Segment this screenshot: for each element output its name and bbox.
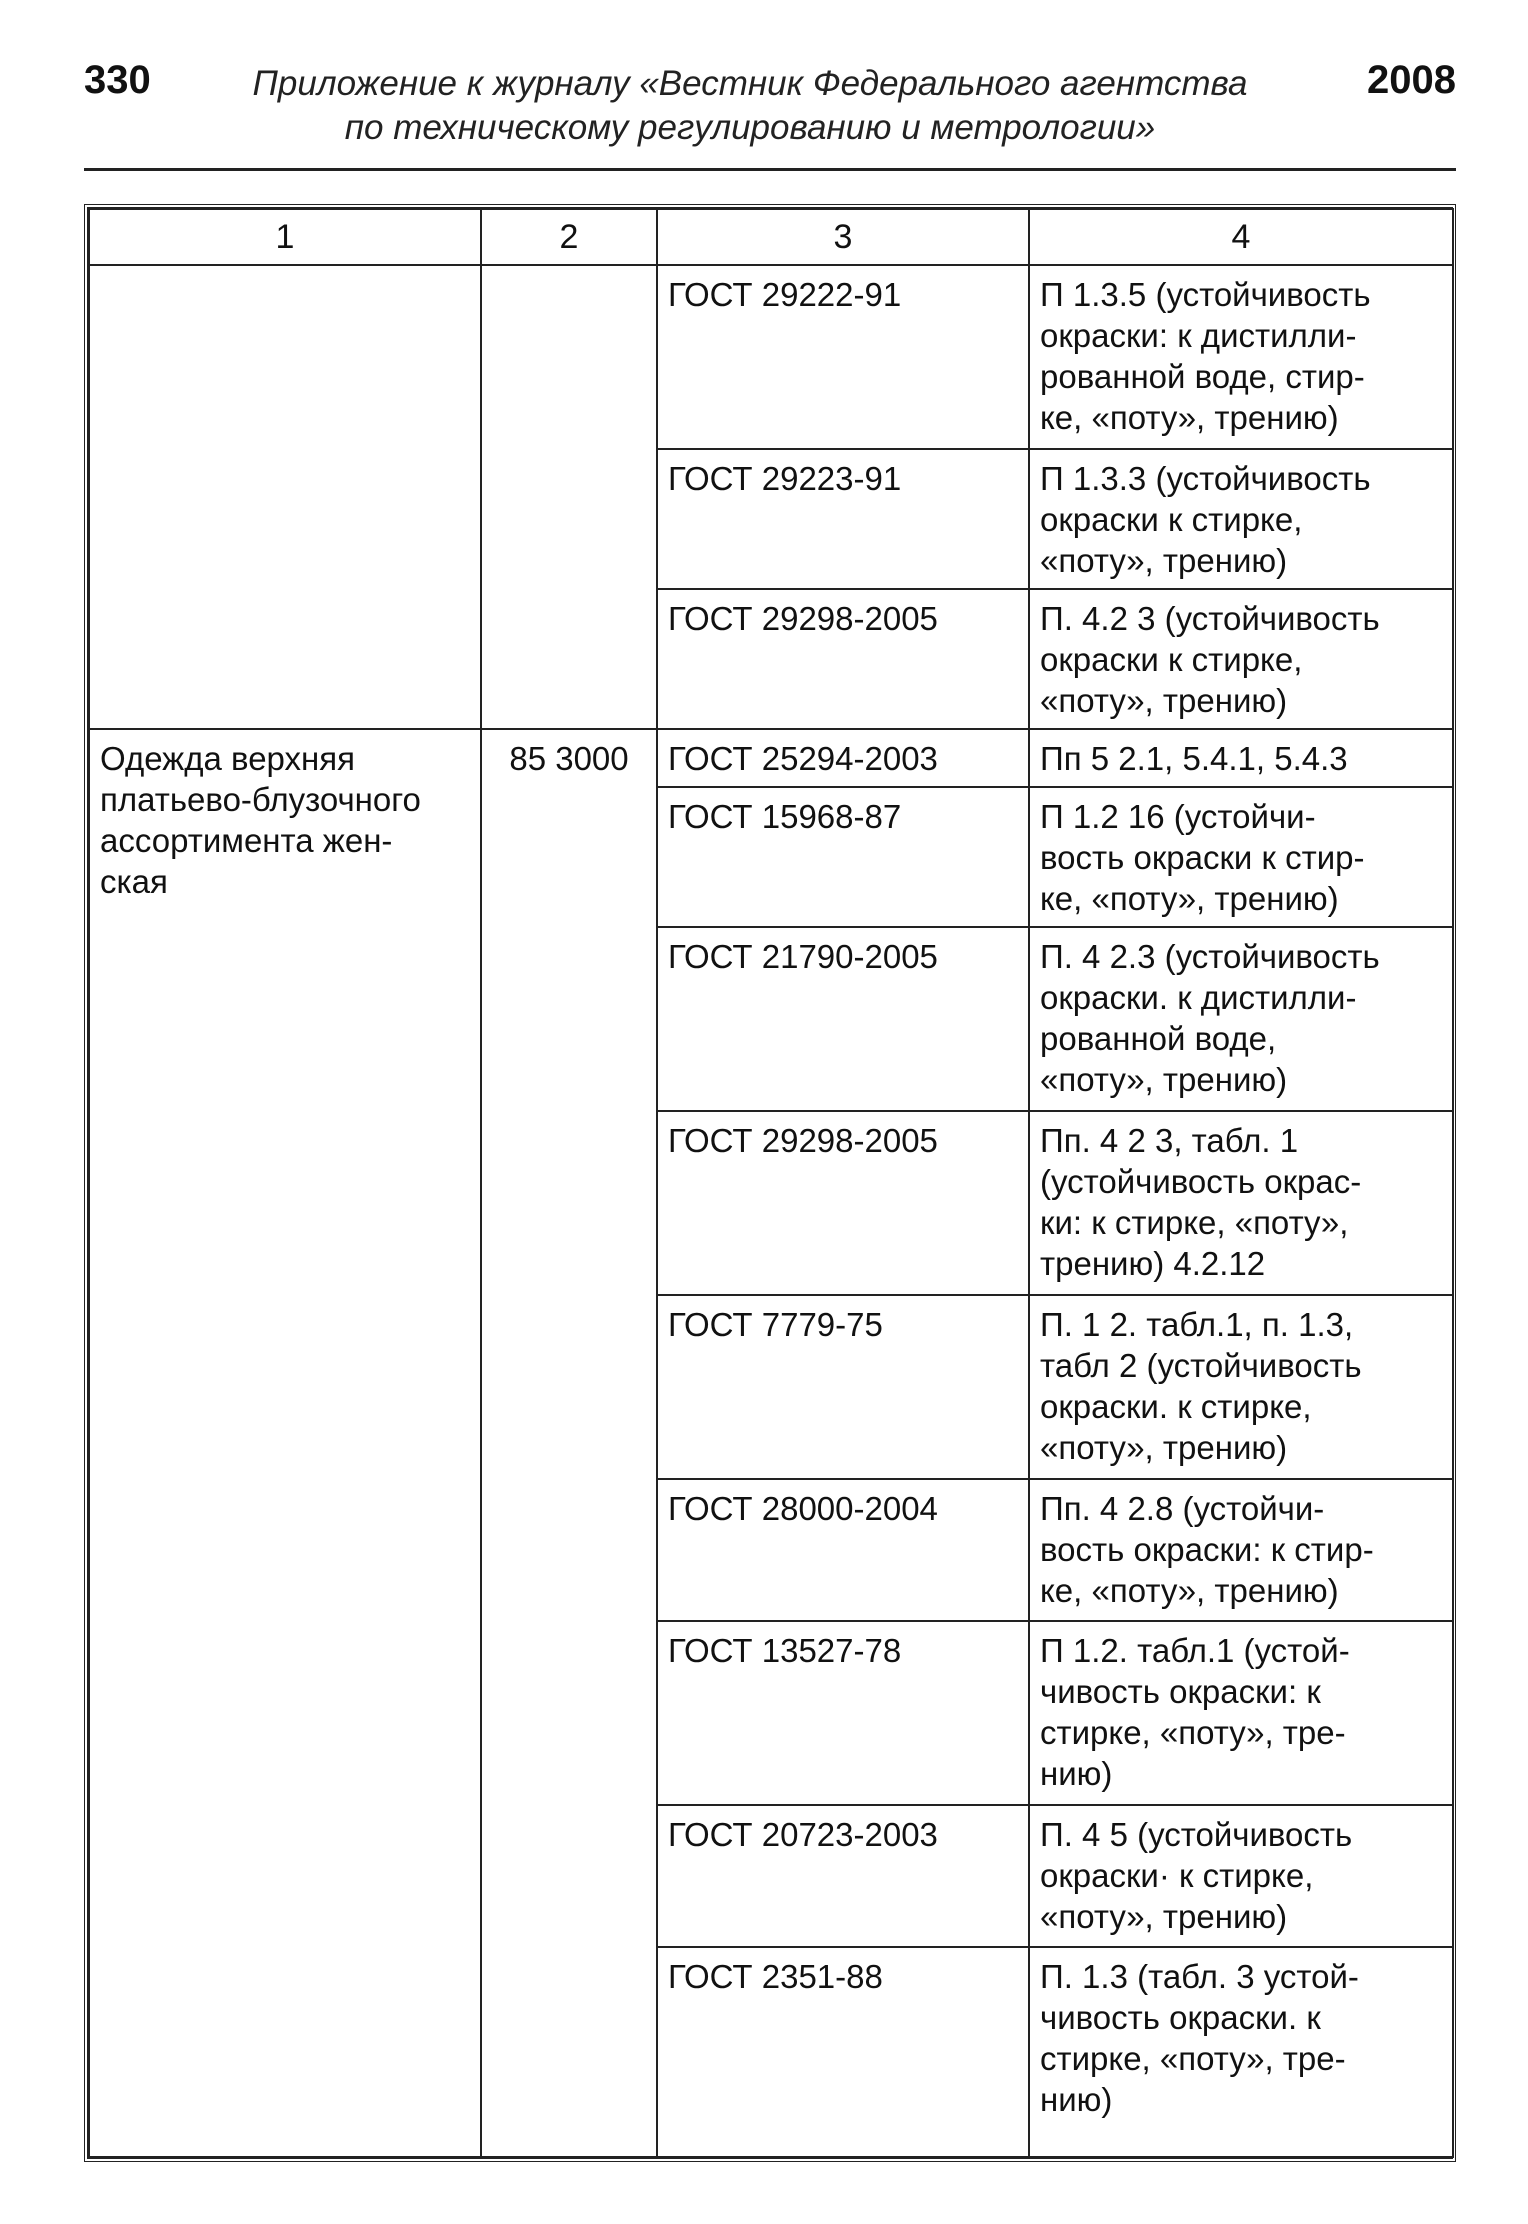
standard-cell: ГОСТ 25294-2003 xyxy=(657,729,1029,787)
journal-title xyxy=(194,62,1306,150)
product-cell: Одежда верхняя платьево-блузочного ассортимента жен- ская xyxy=(89,729,481,2157)
column-header: 2 xyxy=(481,209,657,265)
column-header: 3 xyxy=(657,209,1029,265)
column-header: 4 xyxy=(1029,209,1453,265)
clause-cell: П. 4.2 3 (устойчивость окраски к стирке, «поту», трению) xyxy=(1029,589,1453,729)
clause-cell: П 1.3.5 (устойчивость окраски: к дистилли- рованной воде, стир- ке, «поту», трению) xyxy=(1029,265,1453,449)
standard-cell: ГОСТ 13527-78 xyxy=(657,1621,1029,1805)
column-header: 1 xyxy=(89,209,481,265)
clause-cell: Пп 5 2.1, 5.4.1, 5.4.3 xyxy=(1029,729,1453,787)
code-cell xyxy=(481,265,657,729)
table-row xyxy=(89,265,1453,449)
standard-cell: ГОСТ 7779-75 xyxy=(657,1295,1029,1479)
year: 2008 xyxy=(1367,58,1456,102)
clause-cell: П 1.3.3 (устойчивость окраски к стирке, «поту», трению) xyxy=(1029,449,1453,589)
clause-cell: П. 4 5 (устойчивость окраски· к стирке, «поту», трению) xyxy=(1029,1805,1453,1947)
product-cell xyxy=(89,265,481,729)
standard-cell: ГОСТ 29298-2005 xyxy=(657,589,1029,729)
standard-cell: ГОСТ 29298-2005 xyxy=(657,1111,1029,1295)
journal-title-line1: Приложение к журналу «Вестник Федерального агентства xyxy=(252,64,1248,103)
page-number: 330 xyxy=(84,58,151,102)
standard-cell: ГОСТ 29222-91 xyxy=(657,265,1029,449)
clause-cell: Пп. 4 2 3, табл. 1 (устойчивость окрас- ки: к стирке, «поту», трению) 4.2.12 xyxy=(1029,1111,1453,1295)
standard-cell: ГОСТ 20723-2003 xyxy=(657,1805,1029,1947)
code-cell: 85 3000 xyxy=(481,729,657,2157)
clause-cell: П 1.2 16 (устойчи- вость окраски к стир- ке, «поту», трению) xyxy=(1029,787,1453,927)
clause-cell: П. 1 2. табл.1, п. 1.3, табл 2 (устойчивость окраски. к стирке, «поту», трению) xyxy=(1029,1295,1453,1479)
standards-table xyxy=(84,204,1456,2162)
clause-cell: П. 4 2.3 (устойчивость окраски. к дистилли- рованной воде, «поту», трению) xyxy=(1029,927,1453,1111)
table-row xyxy=(89,729,1453,787)
table-header-row xyxy=(89,209,1453,265)
page-header xyxy=(84,58,1456,158)
standard-cell: ГОСТ 15968-87 xyxy=(657,787,1029,927)
clause-cell: П. 1.3 (табл. 3 устой- чивость окраски. к стирке, «поту», тре- нию) xyxy=(1029,1947,1453,2157)
clause-cell: П 1.2. табл.1 (устой- чивость окраски: к стирке, «поту», тре- нию) xyxy=(1029,1621,1453,1805)
standard-cell: ГОСТ 21790-2005 xyxy=(657,927,1029,1111)
standard-cell: ГОСТ 29223-91 xyxy=(657,449,1029,589)
standard-cell: ГОСТ 28000-2004 xyxy=(657,1479,1029,1621)
clause-cell: Пп. 4 2.8 (устойчи- вость окраски: к стир- ке, «поту», трению) xyxy=(1029,1479,1453,1621)
header-rule xyxy=(84,168,1456,171)
journal-title-line2: по техническому регулированию и метрологии» xyxy=(344,108,1156,147)
standard-cell: ГОСТ 2351-88 xyxy=(657,1947,1029,2157)
